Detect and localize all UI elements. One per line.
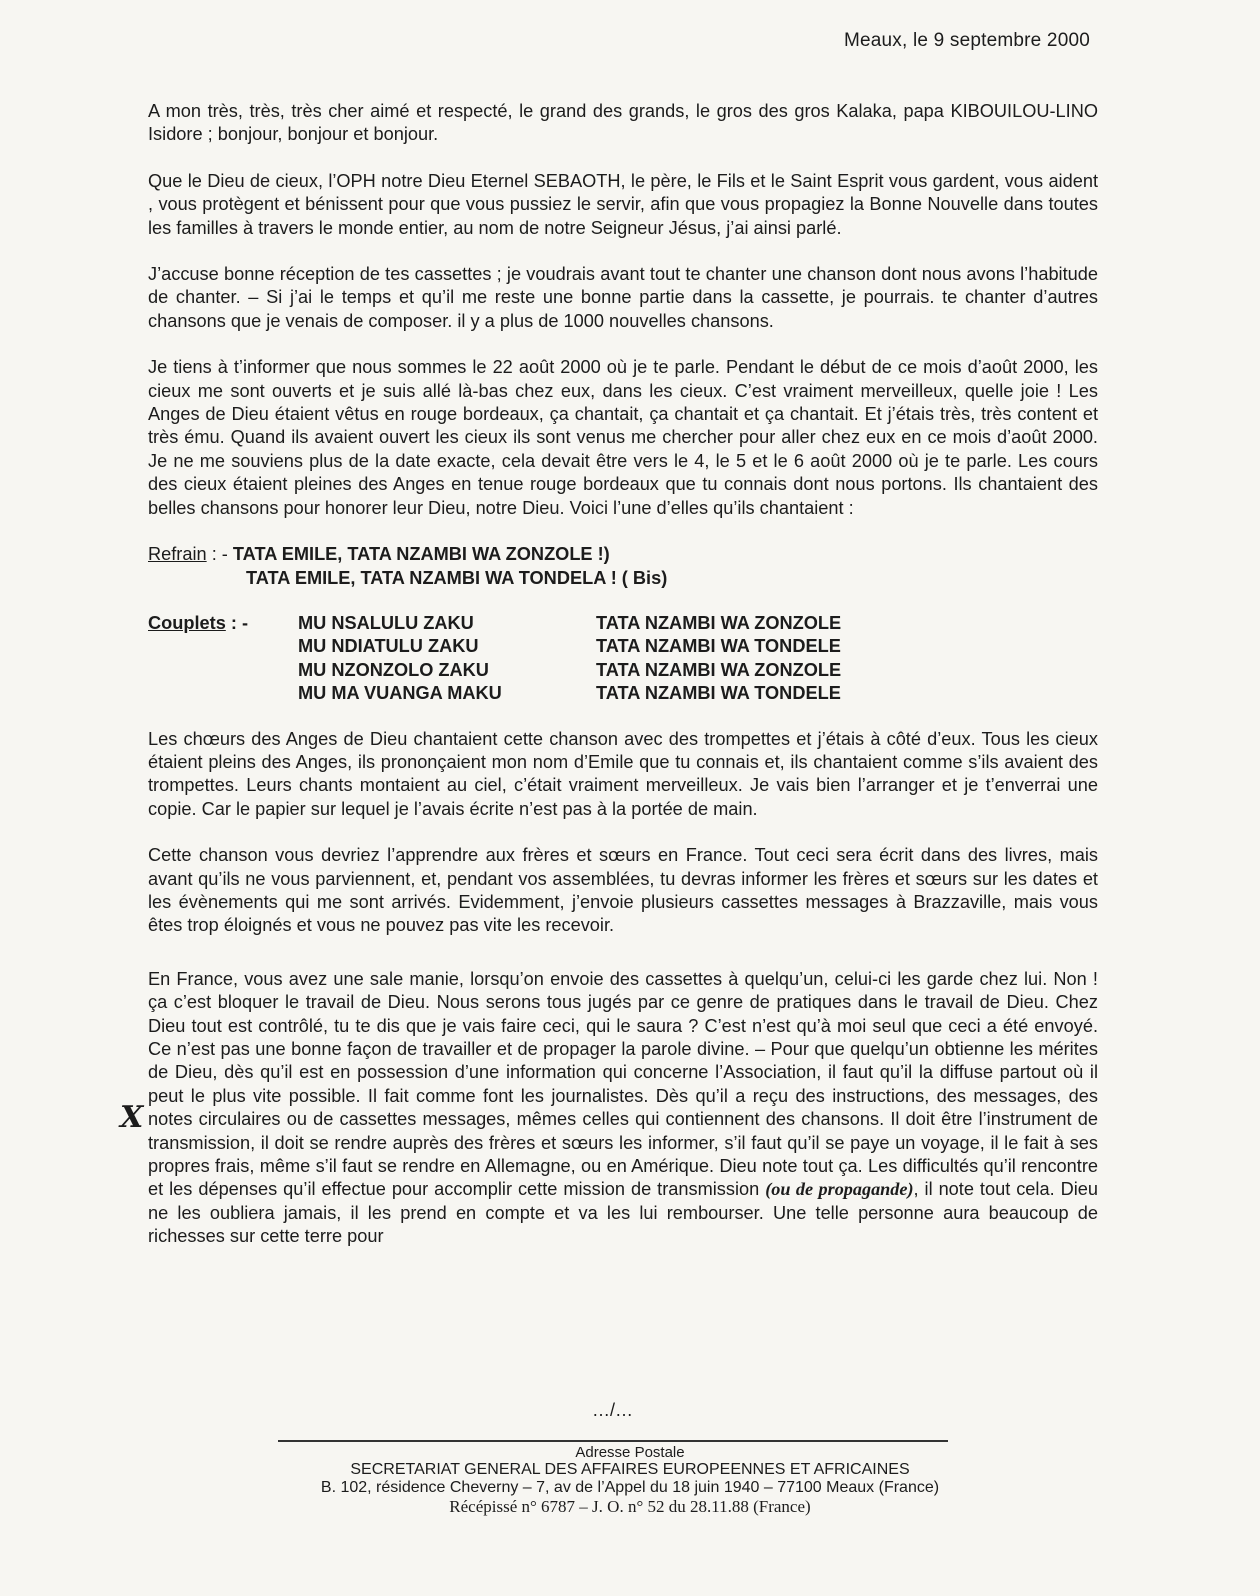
letter-date: Meaux, le 9 septembre 2000 (843, 30, 1090, 51)
couplet-right-3: TATA NZAMBI WA ZONZOLE (596, 659, 842, 680)
footer-divider (278, 1440, 948, 1442)
couplets-label: Couplets (148, 612, 226, 633)
couplet-right-2: TATA NZAMBI WA TONDELE (596, 636, 841, 657)
cassette-paragraph: J’accuse bonne réception de tes cassettes ; je voudrais avant tout te chanter une chanson dont nous avons l’habitude de chanter. – Si j’ai le temps et qu’il me reste une bonne partie dans la cassette, je pourrais. te chanter d’autres chansons que je venais de composer. il y a plus de 1000 nouvelles chansons. (148, 264, 1098, 331)
refrain-line-2: TATA EMILE, TATA NZAMBI WA TONDELA ! ( Bis) (246, 567, 668, 588)
footer-address (220, 1444, 1040, 1517)
vision-paragraph: Je tiens à t’informer que nous sommes le 22 août 2000 où je te parle. Pendant le début de ce mois d’août 2000, les cieux me sont ouverts et je suis allé là-bas chez eux, dans les cieux. C’est vraiment merveilleux, quelle joie ! Les Anges de Dieu étaient vêtus en rouge bordeaux, ça chantait, ça chantait et ça chantait. Et j’étais très, très content et très ému. Quand ils avaient ouvert les cieux ils sont venus me chercher pour aller chez eux en ce mois d’août 2000. Je ne me souviens plus de la date exacte, cela devait être vers le 4, le 5 et le 6 août 2000 où je te parle. Les cours des cieux étaient pleines des Anges en tenue rouge bordeaux que tu connais dont nous portons. Ils chantaient des belles chansons pour honorer leur Dieu, notre Dieu. Voici l’une d’elles qu’ils chantaient : (148, 357, 1098, 518)
france-paragraph (148, 968, 1098, 1249)
learn-song-paragraph: Cette chanson vous devriez l’apprendre aux frères et sœurs en France. Tout ceci sera écrit dans des livres, mais avant qu’ils ne vous parviennent, et, pendant vos assemblées, tu devras informer les frères et sœurs sur les dates et les évènements qui me sont arrivés. Evidemment, j’envoie plusieurs cassettes messages à Brazzaville, mais vous êtes trop éloignés et vous ne pouvez pas vite les recevoir. (148, 845, 1098, 936)
refrain-label: Refrain (148, 544, 207, 565)
margin-mark: X (120, 1100, 144, 1135)
couplet-right-1: TATA NZAMBI WA ZONZOLE (596, 612, 842, 633)
greeting-paragraph: A mon très, très, très cher aimé et respecté, le grand des grands, le gros des gros Kalaka, papa KIBOUILOU-LINO Isidore ; bonjour, bonjour et bonjour. (148, 101, 1098, 145)
couplet-left-4: MU MA VUANGA MAKU (298, 683, 502, 704)
couplets-separator: : - (225, 612, 249, 633)
footer-receipt: Récépissé n° 6787 – J. O. n° 52 du 28.11.88 (France) (449, 1497, 811, 1516)
france-text-after: , il note tout cela. Dieu ne les oubliera jamais, il les prend en compte et va les lui rembourser. Une telle personne aura beaucoup de richesses sur cette terre pour (148, 1179, 1098, 1247)
footer-address-line: B. 102, résidence Cheverny – 7, av de l’Appel du 18 juin 1940 – 77100 Meaux (France) (320, 1479, 940, 1496)
footer-organization: SECRETARIAT GENERAL DES AFFAIRES EUROPEENNES ET AFRICAINES (350, 1461, 910, 1478)
footer-postal-label: Adresse Postale (575, 1444, 685, 1461)
refrain-separator: : - (206, 544, 233, 565)
france-text-before: En France, vous avez une sale manie, lorsqu’on envoie des cassettes à quelqu’un, celui-ci les garde chez lui. Non ! ça c’est bloquer le travail de Dieu. Nous serons tous jugés par ce genre de pratiques dans le travail de Dieu. Chez Dieu tout est contrôlé, tu te dis que je vais faire ceci, qui le saura ? C’est n’est qu’à moi seul que ceci a été envoyé. Ce n’est pas une bonne façon de travailler et de propager la parole divine. – Pour que quelqu’un obtienne les mérites de Dieu, dès qu’il est en possession d’une information qui concerne l’Association, il faut qu’il la diffuse partout où il peut le plus vite possible. Il fait comme font les journalistes. Dès qu’il a reçu des instructions, des messages, des notes circulaires ou de cassettes messages, mêmes celles qui contiennent des chansons. Il doit être l’instrument de transmission, il doit se rendre auprès des frères et sœurs les informer, s’il faut qu’il se paye un voyage, il le fait à ses propres frais, même s’il faut se rendre en Allemagne, ou en Amérique. Dieu note tout ça. Les difficultés qu’il rencontre et les dépenses qu’il effectue pour accomplir cette mission de transmission (148, 968, 1098, 1200)
continuation-mark: …/… (592, 1400, 634, 1420)
blessing-paragraph: Que le Dieu de cieux, l’OPH notre Dieu Eternel SEBAOTH, le père, le Fils et le Saint Esprit vous gardent, vous aident , vous protègent et bénissent pour que vous pussiez le servir, afin que vous propagiez la Bonne Nouvelle dans toutes les familles à travers le monde entier, au nom de notre Seigneur Jésus, j’ai ainsi parlé. (148, 170, 1098, 238)
emphasis-propagande: (ou de propagande) (765, 1179, 914, 1200)
letter-body (148, 100, 1098, 1272)
couplet-left-1: MU NSALULU ZAKU (298, 612, 474, 633)
couplets-block (148, 612, 1098, 706)
couplet-right-4: TATA NZAMBI WA TONDELE (596, 683, 841, 704)
couplet-left-2: MU NDIATULU ZAKU (298, 636, 479, 657)
refrain-block (148, 543, 1098, 590)
choirs-paragraph: Les chœurs des Anges de Dieu chantaient cette chanson avec des trompettes et j’étais à côté d’eux. Tous les cieux étaient pleins des Anges, ils prononçaient mon nom d’Emile que tu connais et, ils chantaient comme s’ils avaient des trompettes. Leurs chants montaient au ciel, c’était vraiment merveilleux. Je vais bien l’arranger et je t’enverrai une copie. Car le papier sur lequel je l’avais écrite n’est pas à la portée de main. (148, 728, 1098, 819)
couplet-left-3: MU NZONZOLO ZAKU (298, 659, 489, 680)
refrain-line-1: TATA EMILE, TATA NZAMBI WA ZONZOLE !) (232, 544, 610, 565)
